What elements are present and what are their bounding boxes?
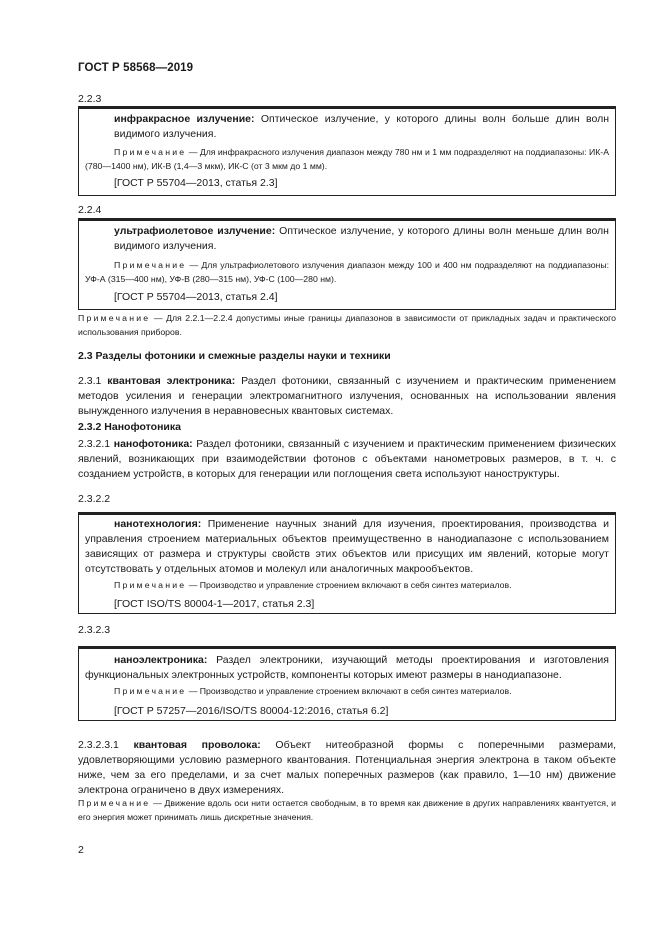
note-2-2-3: Примечание — Для инфракрасного излучения диапазон между 780 нм и 1 мм подразделяют на поддиапазоны: ИК-А (780—1400 нм), ИК-В (1,4—3 мкм), ИК-С (от 3 мкм до 1 мм). xyxy=(85,147,609,171)
definition-2-3-2-3-1: 2.3.2.3.1 квантовая проволока: Объект нитеобразной формы с поперечными размерами, удовлетворяющими условию размерного квантования. Потенциальная энергия электрона в таком объекте ниже, чем за его пределами, и за счет малых поперечных размеров (как правило, 1—10 нм) движение электрона ограничено в двух измерениях. xyxy=(78,739,616,796)
section-number-2-3-2-3: 2.3.2.3 xyxy=(78,624,111,636)
section-heading-2-3: 2.3 Разделы фотоники и смежные разделы науки и техники xyxy=(78,350,391,362)
definition-2-3-2-1: 2.3.2.1 нанофотоника: Раздел фотоники, связанный с изучением и практическим применением физических явлений, возникающих при взаимодействии фотонов с объектами нанометровых размеров, в т. ч. с созданием устройств, в которых для генерации или поглощения света используют наноструктуры. xyxy=(78,438,617,480)
reference-2-3-2-2: [ГОСТ ISO/TS 80004-1—2017, статья 2.3] xyxy=(114,598,315,610)
definition-box-2-3-2-2 xyxy=(78,512,616,614)
term-nanoelectronics: наноэлектроника: xyxy=(114,654,208,666)
note-2-2-4: Примечание — Для ультрафиолетового излучения диапазон между 100 и 400 нм подразделяют на поддиапазоны: УФ-А (315—400 нм), УФ-В (280—315 нм), УФ-С (100—280 нм). xyxy=(85,260,609,284)
note-2-3-2-2: Примечание — Производство и управление строением включают в себя синтез материалов. xyxy=(114,580,512,590)
definition-2-3-2-3: наноэлектроника: Раздел электроники, изучающий методы проектирования и изготовления функциональных электронных устройств, компоненты которых имеют размеры в нанодиапазоне. xyxy=(85,654,609,681)
term-nanotechnology: нанотехнология: xyxy=(114,518,202,530)
reference-2-2-4: [ГОСТ Р 55704—2013, статья 2.4] xyxy=(114,291,278,303)
definition-2-3-1: 2.3.1 квантовая электроника: Раздел фотоники, связанный с изучением и практическим применением методов усиления и генерации электромагнитного излучения, основанных на использовании явления вынужденного излучения в неравновесных квантовых системах. xyxy=(78,375,616,417)
section-number-2-2-4: 2.2.4 xyxy=(78,204,102,216)
section-heading-2-3-2: 2.3.2 Нанофотоника xyxy=(78,421,181,433)
term-quantum-electronics: квантовая электроника: xyxy=(107,375,236,387)
document-header: ГОСТ Р 58568—2019 xyxy=(78,62,194,74)
note-2-3-2-3: Примечание — Производство и управление строением включают в себя синтез материалов. xyxy=(114,686,512,696)
note-2-3-2-3-1: Примечание — Движение вдоль оси нити остается свободным, в то время как движение в других направлениях квантуется, и его энергия может принимать лишь дискретные значения. xyxy=(78,798,616,822)
section-number-2-2-3: 2.2.3 xyxy=(78,93,102,105)
general-note: Примечание — Для 2.2.1—2.2.4 допустимы иные границы диапазонов в зависимости от прикладных задач и практического использования приборов. xyxy=(78,313,616,337)
term-infrared: инфракрасное излучение: xyxy=(114,113,255,125)
reference-2-3-2-3: [ГОСТ Р 57257—2016/ISO/TS 80004-12:2016, статья 6.2] xyxy=(114,705,389,717)
definition-2-2-3: инфракрасное излучение: Оптическое излучение, у которого длины волн больше длин волн видимого излучения. xyxy=(114,113,609,140)
definition-box-2-3-2-3 xyxy=(78,646,616,721)
section-number-2-3-2-2: 2.3.2.2 xyxy=(78,493,111,505)
definition-box-2-2-4 xyxy=(78,218,616,310)
definition-2-3-2-2: нанотехнология: Применение научных знаний для изучения, проектирования, производства и управления строением материальных объектов преимущественно в нанодиапазоне с использованием зависящих от размера и структуры свойств этих объектов или присущих им явлений, которые могут отсутствовать у отдельных атомов и молекул или аналогичных макрообъектов. xyxy=(85,518,609,575)
definition-2-2-4: ультрафиолетовое излучение: Оптическое излучение, у которого длины волн меньше длин волн видимого излучения. xyxy=(114,225,609,252)
term-nanophotonics: нанофотоника: xyxy=(113,438,193,450)
definition-box-2-2-3 xyxy=(78,106,616,196)
term-quantum-wire: квантовая проволока: xyxy=(133,739,261,751)
reference-2-2-3: [ГОСТ Р 55704—2013, статья 2.3] xyxy=(114,177,278,189)
term-ultraviolet: ультрафиолетовое излучение: xyxy=(114,225,276,237)
page-number: 2 xyxy=(78,844,84,856)
